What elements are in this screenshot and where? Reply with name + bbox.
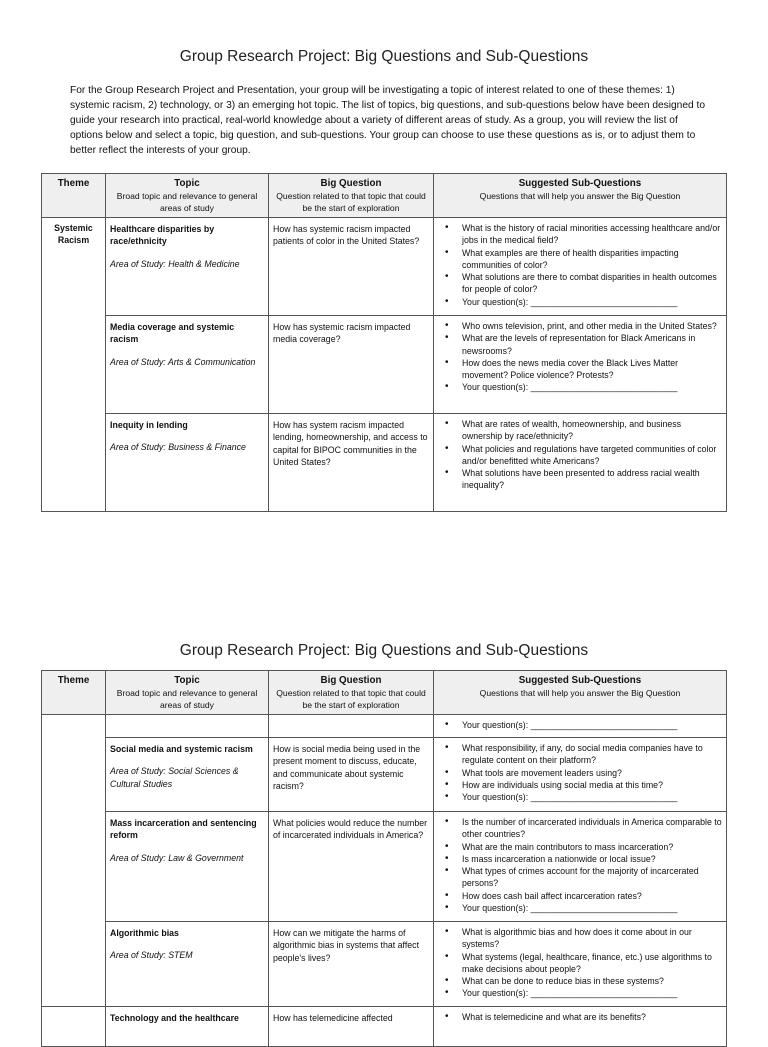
list-item: • What systems (legal, healthcare, finance, etc.) use algorithms to make decisions about people?: [462, 951, 722, 976]
list-item: • What can be done to reduce bias in these systems?: [462, 975, 722, 987]
list-item: • What is telemedicine and what are its benefits?: [462, 1011, 722, 1023]
sub-questions-cell: [434, 738, 727, 812]
list-item: • Your question(s): ______________________________: [462, 902, 722, 914]
header-topic: Topic Broad topic and relevance to general areas of study: [106, 671, 269, 715]
header-topic: Topic Broad topic and relevance to general areas of study: [106, 174, 269, 218]
topic-cell: Technology and the healthcare: [106, 1007, 269, 1047]
topic-cell: Media coverage and systemic racism Area of Study: Arts & Communication: [106, 316, 269, 414]
theme-cell: [42, 715, 106, 1007]
big-question-cell: [269, 715, 434, 738]
sub-questions-cell: [434, 414, 727, 512]
header-big-question: Big Question Question related to that topic that could be the start of exploration: [269, 671, 434, 715]
list-item: • How does the news media cover the Black Lives Matter movement? Police violence? Protests?: [462, 357, 722, 382]
table-header-row: [42, 671, 727, 715]
sub-questions-cell: [434, 922, 727, 1007]
list-item: • What examples are there of health disparities impacting communities of color?: [462, 247, 722, 272]
header-sub-questions: Suggested Sub-Questions Questions that will help you answer the Big Question: [434, 671, 727, 715]
header-sub-questions: Suggested Sub-Questions Questions that will help you answer the Big Question: [434, 174, 727, 218]
page-title: Group Research Project: Big Questions and Sub-Questions: [179, 48, 589, 65]
list-item: • Is mass incarceration a nationwide or local issue?: [462, 853, 722, 865]
topic-cell: Mass incarceration and sentencing reform Area of Study: Law & Government: [106, 812, 269, 922]
theme-cell: [42, 1007, 106, 1047]
theme-cell: Systemic Racism: [42, 218, 106, 512]
sub-questions-cell: [434, 316, 727, 414]
header-big-question: Big Question Question related to that topic that could be the start of exploration: [269, 174, 434, 218]
table-row: [42, 1007, 727, 1047]
list-item: • Your question(s): ______________________________: [462, 381, 722, 393]
list-item: • What is algorithmic bias and how does it come about in our systems?: [462, 926, 722, 951]
topic-cell: Algorithmic bias Area of Study: STEM: [106, 922, 269, 1007]
list-item: • What solutions have been presented to address racial wealth inequality?: [462, 467, 722, 492]
table-row: [42, 715, 727, 738]
topic-cell: Healthcare disparities by race/ethnicity Area of Study: Health & Medicine: [106, 218, 269, 316]
research-table: [41, 173, 727, 512]
list-item: • Your question(s): ______________________________: [462, 987, 722, 999]
big-question-cell: What policies would reduce the number of incarcerated individuals in America?: [269, 812, 434, 922]
table-row: [42, 738, 727, 812]
big-question-cell: How has systemic racism impacted media coverage?: [269, 316, 434, 414]
big-question-cell: How can we mitigate the harms of algorithmic bias in systems that affect people's lives?: [269, 922, 434, 1007]
page-title: Group Research Project: Big Questions and Sub-Questions: [179, 642, 589, 659]
table-row: [42, 218, 727, 316]
list-item: • What tools are movement leaders using?: [462, 767, 722, 779]
big-question-cell: How is social media being used in the present moment to discuss, educate, and communicate about systemic racism?: [269, 738, 434, 812]
list-item: • What types of crimes account for the majority of incarcerated persons?: [462, 865, 722, 890]
list-item: • Your question(s): ______________________________: [462, 296, 722, 308]
list-item: • Who owns television, print, and other media in the United States?: [462, 320, 722, 332]
list-item: • What is the history of racial minorities accessing healthcare and/or jobs in the medical field?: [462, 222, 722, 247]
list-item: • What responsibility, if any, do social media companies have to regulate content on their platform?: [462, 742, 722, 767]
list-item: • Your question(s): ______________________________: [462, 719, 722, 731]
list-item: • What are the levels of representation for Black Americans in newsrooms?: [462, 332, 722, 357]
header-theme: Theme: [42, 174, 106, 218]
list-item: • What policies and regulations have targeted communities of color and/or benefitted white Americans?: [462, 443, 722, 468]
table-header-row: [42, 174, 727, 218]
list-item: • What are the main contributors to mass incarceration?: [462, 841, 722, 853]
list-item: • Is the number of incarcerated individuals in America comparable to other countries?: [462, 816, 722, 841]
list-item: • What are rates of wealth, homeownership, and business ownership by race/ethnicity?: [462, 418, 722, 443]
big-question-cell: How has system racism impacted lending, homeownership, and access to capital for BIPOC communities in the United States?: [269, 414, 434, 512]
topic-cell: [106, 715, 269, 738]
sub-questions-cell: [434, 1007, 727, 1047]
topic-cell: Social media and systemic racism Area of Study: Social Sciences & Cultural Studies: [106, 738, 269, 812]
list-item: • What solutions are there to combat disparities in health outcomes for people of color?: [462, 271, 722, 296]
header-theme: Theme: [42, 671, 106, 715]
research-table: [41, 670, 727, 1047]
table-row: [42, 812, 727, 922]
list-item: • Your question(s): ______________________________: [462, 791, 722, 803]
sub-questions-cell: [434, 812, 727, 922]
table-row: [42, 414, 727, 512]
table-row: [42, 316, 727, 414]
big-question-cell: How has telemedicine affected: [269, 1007, 434, 1047]
list-item: • How does cash bail affect incarceration rates?: [462, 890, 722, 902]
intro-paragraph: For the Group Research Project and Presentation, your group will be investigating a topic of interest related to one of these themes: 1) systemic racism, 2) technology, or 3) an emerging hot topic. The list of topics, big questions, and sub-questions below have been designed to guide your research into practical, real-world knowledge about a variety of different areas of study. As a group, you will review the list of options below and select a topic, big question, and sub-questions. Your group can choose to use these questions as is, or to adjust them to better reflect the interests of your group.: [70, 85, 705, 157]
topic-cell: Inequity in lending Area of Study: Business & Finance: [106, 414, 269, 512]
big-question-cell: How has systemic racism impacted patients of color in the United States?: [269, 218, 434, 316]
list-item: • How are individuals using social media at this time?: [462, 779, 722, 791]
table-row: [42, 922, 727, 1007]
sub-questions-cell: [434, 715, 727, 738]
sub-questions-cell: [434, 218, 727, 316]
